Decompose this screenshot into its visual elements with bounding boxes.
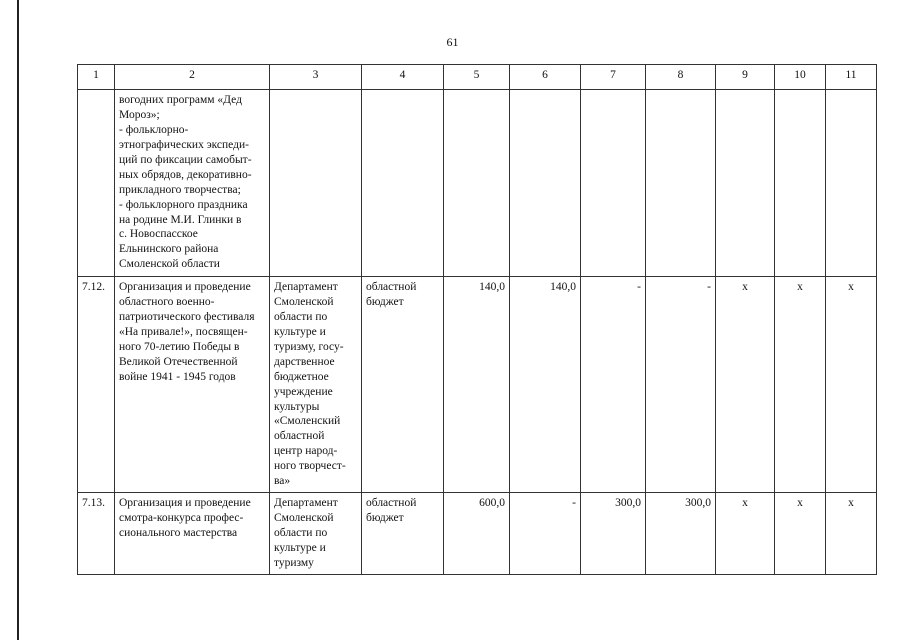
left-margin-rule <box>17 0 19 640</box>
value-col-11 <box>826 90 877 277</box>
value-col-6: 140,0 <box>510 277 581 493</box>
funding-source-cell: областной бюджет <box>362 277 444 493</box>
value-col-7 <box>581 90 646 277</box>
header-col-6: 6 <box>510 65 581 90</box>
header-row <box>78 65 877 90</box>
value-col-7: - <box>581 277 646 493</box>
value-col-9: х <box>716 277 775 493</box>
activity-description: Организация и проведение смотра-конкурса профес- сионального мастерства <box>115 493 270 575</box>
row-number: 7.13. <box>78 493 115 575</box>
header-col-10: 10 <box>775 65 826 90</box>
activity-description: Организация и проведение областного военно- патриотического фестиваля «На привале!», посвящен- ного 70-летию Победы в Великой Отечественной войне 1941 - 1945 годов <box>115 277 270 493</box>
header-col-3: 3 <box>270 65 362 90</box>
value-col-8: - <box>646 277 716 493</box>
header-col-5: 5 <box>444 65 510 90</box>
table-row-7-13 <box>78 493 877 575</box>
value-col-10: х <box>775 493 826 575</box>
funding-source-cell <box>362 90 444 277</box>
page-number: 61 <box>446 35 459 49</box>
value-col-9 <box>716 90 775 277</box>
header-col-7: 7 <box>581 65 646 90</box>
table-row-continuation <box>78 90 877 277</box>
table-row-7-12 <box>78 277 877 493</box>
executor-cell: Департамент Смоленской области по культуре и туризму <box>270 493 362 575</box>
value-col-5: 600,0 <box>444 493 510 575</box>
header-col-9: 9 <box>716 65 775 90</box>
header-col-8: 8 <box>646 65 716 90</box>
activity-description: вогодних программ «Дед Мороз»; - фольклорно- этнографических экспеди- ций по фиксации самобыт- ных обрядов, декоративно- прикладного творчества; - фольклорного праздника на родине М.И. Глинки в с. Новоспасское Ельнинского района Смоленской области <box>115 90 270 277</box>
executor-cell <box>270 90 362 277</box>
budget-table <box>77 64 877 575</box>
value-col-8: 300,0 <box>646 493 716 575</box>
executor-cell: Департамент Смоленской области по культуре и туризму, госу- дарственное бюджетное учреждение культуры «Смоленский областной центр народ- ного творчест- ва» <box>270 277 362 493</box>
value-col-5 <box>444 90 510 277</box>
row-number <box>78 90 115 277</box>
row-number: 7.12. <box>78 277 115 493</box>
value-col-11: х <box>826 277 877 493</box>
funding-source-cell: областной бюджет <box>362 493 444 575</box>
header-col-2: 2 <box>115 65 270 90</box>
value-col-10 <box>775 90 826 277</box>
value-col-11: х <box>826 493 877 575</box>
header-col-4: 4 <box>362 65 444 90</box>
value-col-7: 300,0 <box>581 493 646 575</box>
value-col-6: - <box>510 493 581 575</box>
value-col-5: 140,0 <box>444 277 510 493</box>
header-col-1: 1 <box>78 65 115 90</box>
value-col-10: х <box>775 277 826 493</box>
value-col-8 <box>646 90 716 277</box>
value-col-6 <box>510 90 581 277</box>
header-col-11: 11 <box>826 65 877 90</box>
value-col-9: х <box>716 493 775 575</box>
